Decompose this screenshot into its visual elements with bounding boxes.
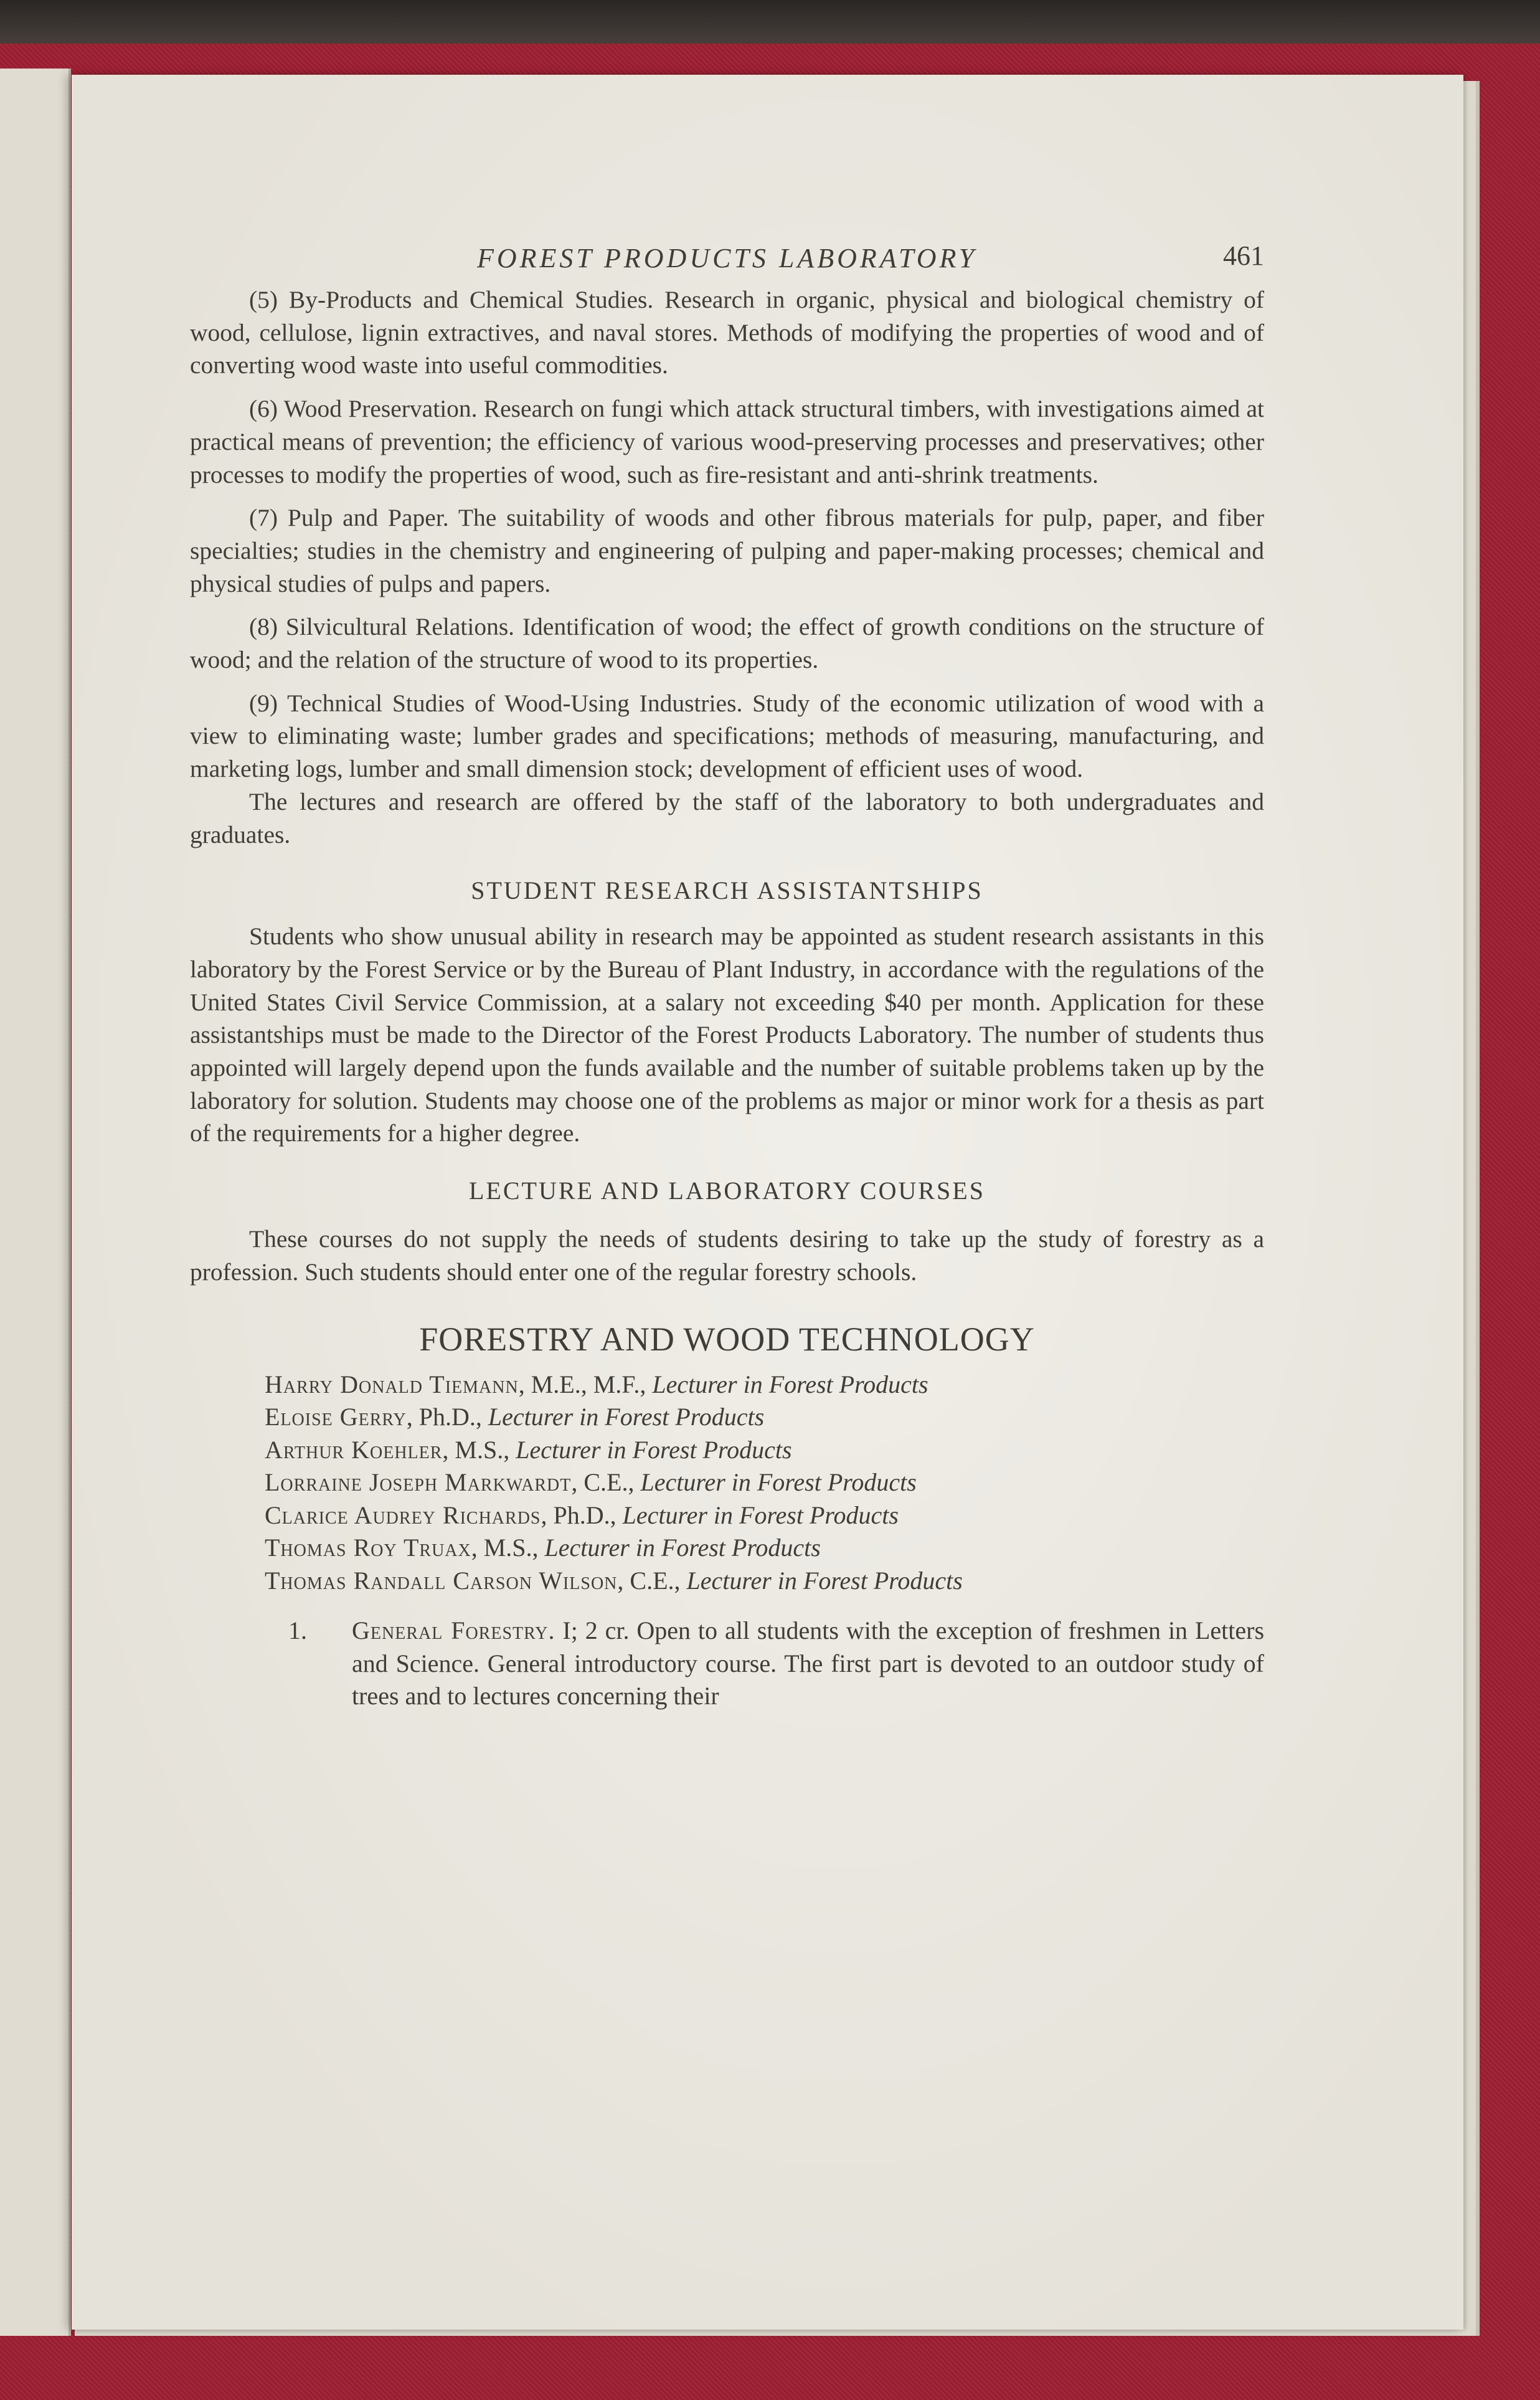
staff-title: Lecturer in Forest Products	[488, 1403, 765, 1431]
staff-name: Eloise Gerry	[265, 1403, 407, 1431]
staff-entry	[265, 1368, 1264, 1402]
facing-page-edge	[0, 69, 71, 2336]
paragraph-assistantships: Students who show unusual ability in research may be appointed as student research assistants in this laboratory by the Forest Service or by the Bureau of Plant Industry, in accordance with the regulations of the United States Civil Service Commission, at a salary not exceeding $40 per month. Application for these assistantships must be made to the Director of the Forest Products Laboratory. The number of students thus appointed will largely depend upon the funds available and the number of suitable problems taken up by the laboratory for solution. Students may choose one of the problems as major or minor work for a thesis as part of the requirements for a higher degree.	[190, 923, 1264, 1147]
staff-title: Lecturer in Forest Products	[544, 1534, 821, 1562]
heading-department: FORESTRY AND WOOD TECHNOLOGY	[419, 1320, 1035, 1358]
course-description	[271, 1615, 1264, 1713]
staff-degrees: , M.S.,	[442, 1435, 516, 1464]
paragraph-pulp-paper: (7) Pulp and Paper. The suitability of woods and other fibrous materials for pulp, paper, and fiber specialties; studies in the chemistry and engineering of pulping and paper-making processes; chemical and physical studies of pulps and papers.	[190, 504, 1264, 597]
staff-name: Arthur Koehler	[265, 1435, 443, 1464]
staff-degrees: , Ph.D.,	[541, 1501, 623, 1529]
page-number: 461	[1223, 240, 1264, 271]
staff-degrees: , M.S.,	[471, 1534, 545, 1562]
staff-degrees: , Ph.D.,	[406, 1403, 488, 1431]
staff-name: Lorraine Joseph Markwardt	[265, 1468, 572, 1497]
staff-degrees: , C.E.,	[571, 1468, 641, 1497]
staff-entry	[265, 1434, 1264, 1467]
course-name: General Forestry.	[352, 1616, 555, 1645]
running-head-title: FOREST PRODUCTS LABORATORY	[476, 243, 978, 273]
paragraph-silvicultural: (8) Silvicultural Relations. Identification of wood; the effect of growth conditions on the structure of wood; and the relation of the structure of wood to its properties.	[190, 613, 1264, 674]
staff-title: Lecturer in Forest Products	[652, 1370, 928, 1398]
course-number: 1.	[288, 1616, 307, 1645]
page-content	[190, 240, 1264, 1713]
heading-assistantships: STUDENT RESEARCH ASSISTANTSHIPS	[471, 876, 983, 905]
book-page	[72, 75, 1463, 2330]
staff-entry	[265, 1401, 1264, 1434]
scanner-background	[0, 0, 1540, 50]
staff-entry	[265, 1466, 1264, 1499]
staff-title: Lecturer in Forest Products	[686, 1566, 963, 1595]
staff-degrees: , M.E., M.F.,	[518, 1370, 653, 1398]
staff-name: Harry Donald Tiemann	[265, 1370, 519, 1398]
paragraph-wood-preservation: (6) Wood Preservation. Research on fungi which attack structural timbers, with investigations aimed at practical means of prevention; the efficiency of various wood-preserving processes and preservatives; other processes to modify the properties of wood, such as fire-resistant and anti-shrink treatments.	[190, 395, 1264, 488]
running-head	[190, 240, 1264, 283]
staff-name: Thomas Roy Truax	[265, 1534, 471, 1562]
staff-entry	[265, 1565, 1264, 1598]
staff-degrees: , C.E.,	[617, 1566, 687, 1595]
paragraph-lecture-courses: These courses do not supply the needs of students desiring to take up the study of forestry as a profession. Such students should enter one of the regular forestry schools.	[190, 1225, 1264, 1286]
paragraph-lectures-offered: The lectures and research are offered by the staff of the laboratory to both undergraduates and graduates.	[190, 787, 1264, 848]
staff-entry	[265, 1532, 1264, 1565]
heading-lecture-courses: LECTURE AND LABORATORY COURSES	[469, 1177, 985, 1205]
staff-name: Clarice Audrey Richards	[265, 1501, 541, 1529]
staff-name: Thomas Randall Carson Wilson	[265, 1566, 618, 1595]
paragraph-technical-studies: (9) Technical Studies of Wood-Using Industries. Study of the economic utilization of wood with a view to eliminating waste; lumber grades and specifications; methods of measuring, manufacturing, and marketing logs, lumber and small dimension stock; development of efficient uses of wood.	[190, 689, 1264, 783]
staff-entry	[265, 1499, 1264, 1532]
staff-title: Lecturer in Forest Products	[516, 1435, 792, 1464]
course-text: I; 2 cr. Open to all students with the exception of freshmen in Letters and Science. General introductory course. The first part is devoted to an outdoor study of trees and to lectures concerning their	[352, 1616, 1265, 1710]
staff-title: Lecturer in Forest Products	[640, 1468, 917, 1497]
paragraph-by-products: (5) By-Products and Chemical Studies. Research in organic, physical and biological chemistry of wood, cellulose, lignin extractives, and naval stores. Methods of modifying the properties of wood and of converting wood waste into useful commodities.	[190, 286, 1264, 379]
staff-title: Lecturer in Forest Products	[622, 1501, 899, 1529]
course-entry	[190, 1615, 1264, 1713]
staff-list	[190, 1368, 1264, 1598]
